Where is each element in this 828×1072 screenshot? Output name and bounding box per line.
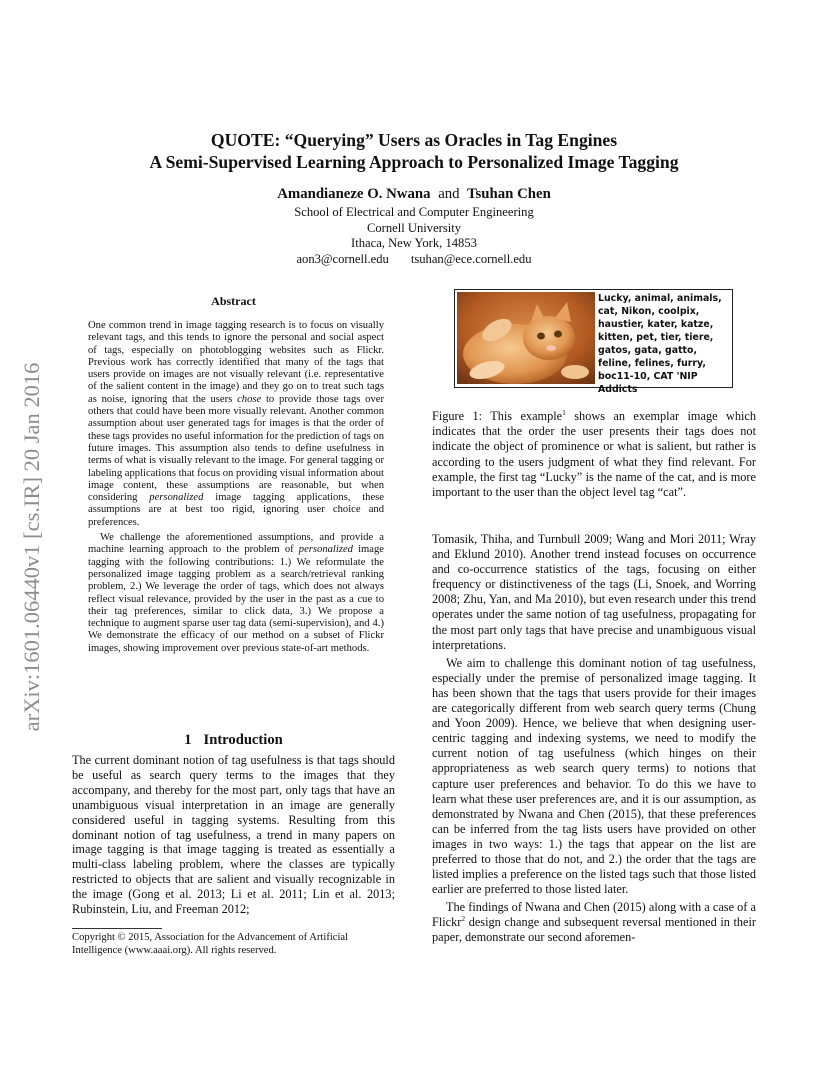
abstract-emphasis: personalized (149, 492, 204, 504)
section-title: Introduction (203, 732, 283, 748)
footnote-marker: 2 (461, 914, 466, 924)
abstract-emphasis: personalized (298, 544, 353, 556)
cat-paw (561, 365, 589, 379)
title-line-2: A Semi-Supervised Learning Approach to Personalized Image Tagging (149, 152, 679, 172)
figure-tag-list: Lucky, animal, animals, cat, Nikon, coolpix, haustier, kater, katze, kitten, pet, tier, tiere, gatos, gata, gatto, feline, felines, furry, boc11-10, CAT 'NIP Addicts (598, 293, 722, 395)
author-email: aon3@cornell.edu (296, 251, 389, 266)
affiliation-school: School of Electrical and Computer Engineering (294, 205, 534, 219)
footnote-marker: 1 (562, 408, 566, 417)
introduction-body (72, 753, 395, 917)
body-paragraph: The current dominant notion of tag usefulness is that tags should be useful as search query terms to the images that they accompany, and thereby for the most part, only tags that have an unambiguous visual interpretation in an image are generally considered useful in tagging systems. Resulting from this dominant notion of tag usefulness, a trend in many papers on image tagging is that image tagging is treated as essentially a multi-class labeling problem, where the classes are typically restricted to objects that are salient and visually recognizable in the image (Gong et al. 2013; Li et al. 2011; Lin et al. 2013; Rubinstein, Liu, and Freeman 2012; (72, 753, 395, 917)
cat-photo (457, 292, 595, 384)
abstract-paragraph (88, 320, 384, 529)
section-number: 1 (184, 732, 192, 748)
author-name: Amandianeze O. Nwana (277, 186, 431, 202)
copyright-footnote: Copyright © 2015, Association for the Advancement of Artificial Intelligence (www.aaai.org). All rights reserved. (72, 932, 349, 956)
figure-1 (454, 289, 733, 395)
arxiv-identifier-text: arXiv:1601.06440v1 [cs.IR] 20 Jan 2016 (19, 362, 44, 732)
abstract-text: One common trend in image tagging research is to focus on visually relevant tags, and this tends to ignore the personal and social aspect of tags, especially on photoblogging websites such as Flickr. Previous work has correctly identified that many of the tags that users provide on images are not visually relevant (i.e. representative of the salient content in the image) and they go on to treat such tags as noise, ignoring that the users (88, 320, 384, 405)
abstract-body (88, 320, 384, 658)
affiliation-location: Ithaca, New York, 14853 (351, 236, 477, 250)
author-email: tsuhan@ece.cornell.edu (410, 251, 532, 266)
body-text: design change and subsequent reversal mentioned in their paper, demonstrate our second aforemen- (432, 915, 756, 945)
paper-title (72, 129, 756, 173)
body-paragraph (432, 900, 756, 945)
right-column-body (432, 532, 756, 946)
author-conjunction: and (438, 186, 460, 202)
abstract-text: to provide those tags over others that could have been more visually relevant. Another common assumption about user generated tags for images is that the order of these tags provides no useful information for the prediction of tags on future images. This assumption also tends to define usefulness in terms of what is visually relevant to the image. For general tagging or labeling applications that focus on providing visual information about image content, these assumptions are reasonable, but when considering (88, 393, 384, 504)
cat-eye (537, 333, 545, 340)
author-name: Tsuhan Chen (467, 186, 551, 202)
cat-mouth (546, 345, 556, 351)
abstract-text: We challenge the aforementioned assumptions, and provide a machine learning approach to the problem of (88, 532, 384, 556)
abstract-heading: Abstract (211, 294, 256, 308)
body-text: The findings of Nwana and Chen (2015) along with a case of a Flickr (432, 900, 756, 930)
section-heading-introduction (72, 732, 395, 749)
body-paragraph: We aim to challenge this dominant notion of tag usefulness, especially under the premise of personalized image tagging. It has been shown that the tags that users provide for their images are categorically different from web search query terms (Chung and Yoon 2009). Hence, we believe that when designing user-centric tagging and indexing systems, we need to modify the current notion of tag usefulness (which hinges on their appropriateness as web search query terms) to notions that capture user preferences and behavior. To do this we have to learn what these user preferences are, and it is our assumption, as demonstrated by Nwana and Chen (2015), that these preferences can be inferred from the tag lists users have provided on other images in two ways: 1.) the tags that appear on the list are preferred to those that do not, and 2.) the order that the tags are listed implies a preference on the listed tags such that those listed earlier are preferred to those listed later. (432, 655, 756, 897)
author-emails (72, 252, 756, 268)
arxiv-identifier (17, 362, 47, 732)
title-line-1: QUOTE: “Querying” Users as Oracles in Tag Engines (210, 130, 618, 150)
footnote-divider (72, 928, 162, 929)
figure-caption (432, 409, 756, 500)
abstract-paragraph (88, 532, 384, 655)
author-list (72, 186, 756, 203)
cat-head (523, 316, 575, 360)
caption-text: shows an exemplar image which indicates that the order the user presents their tags does not indicate the object of prominence or what is salient, but rather is according to the users judgment of what they find relevant. For example, the first tag “Lucky” is the name of the cat, and is more important to the user than the object level tag “cat”. (432, 409, 756, 500)
affiliation (72, 205, 756, 267)
cat-eye (554, 331, 562, 338)
abstract-text: image tagging with the following contributions: 1.) We reformulate the personalized image tagging problem as a search/retrieval ranking problem, 2.) We leverage the order of tags, which does not always reflect visual relevance, provided by the user in the past as a cue to their tag preferences, similar to click data, 3.) We propose a technique to augment sparse user tag data (semi-supervision), and 4.) We demonstrate the efficacy of our method on a subset of Flickr images, showing improvement over previous state-of-art methods. (88, 544, 384, 654)
abstract-emphasis: chose (237, 393, 262, 405)
caption-text: Figure 1: This example (432, 409, 563, 423)
body-paragraph: Tomasik, Thiha, and Turnbull 2009; Wang and Mori 2011; Wray and Eklund 2010). Another trend instead focuses on occurrence and co-occurrence statistics of the tags, focusing on either frequency or distinctiveness of the tags (Li, Snoek, and Worring 2008; Zhu, Yan, and Ma 2010), but even research under this trend operates under the same notion of tag usefulness, propagating for the most part only tags that have precise and unambiguous visual interpretations. (432, 532, 756, 652)
abstract-text: image tagging applications, these assumptions are at best too rigid, ignoring user choice and preferences. (88, 492, 385, 528)
affiliation-university: Cornell University (366, 220, 462, 235)
